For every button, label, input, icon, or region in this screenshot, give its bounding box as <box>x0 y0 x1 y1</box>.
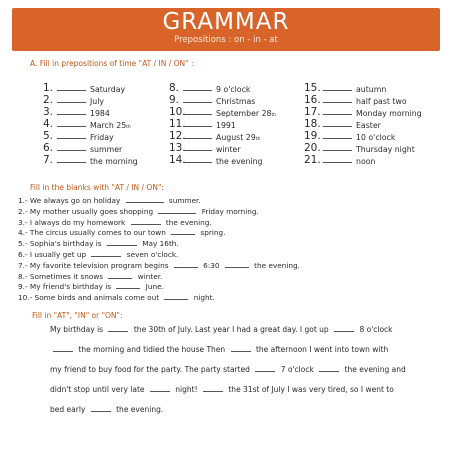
exercise-item <box>304 142 422 154</box>
sentence-line <box>18 250 300 261</box>
paragraph-text: the evening. <box>113 405 164 414</box>
answer-blank[interactable] <box>334 325 354 332</box>
answer-blank[interactable] <box>126 196 164 203</box>
answer-blank[interactable] <box>150 385 170 392</box>
exercise-item <box>43 94 138 106</box>
answer-blank[interactable] <box>53 345 73 352</box>
item-text: half past two <box>356 97 407 106</box>
answer-blank[interactable] <box>323 89 352 91</box>
answer-blank[interactable] <box>91 250 121 257</box>
exercise-item <box>169 94 276 106</box>
item-number: 20. <box>304 142 321 154</box>
answer-blank[interactable] <box>164 293 188 300</box>
answer-blank[interactable] <box>203 385 223 392</box>
item-number: 16. <box>304 94 321 106</box>
exercise-item <box>304 82 422 94</box>
item-number: 15. <box>304 82 321 94</box>
header-banner <box>12 8 440 51</box>
sentence-start: 8.- Sometimes it snows <box>18 271 106 281</box>
item-text: 9 o'clock <box>216 85 251 94</box>
sentence-start: 3.- I always do my homework <box>18 217 128 227</box>
paragraph-text: 7 o'clock <box>278 365 317 374</box>
paragraph-text: 8 o'clock <box>357 325 393 334</box>
item-number: 19. <box>304 130 321 142</box>
item-number: 14. <box>169 154 186 166</box>
paragraph-text: My birthday is <box>50 325 106 334</box>
ordinal-suffix: th <box>271 113 277 118</box>
paragraph-text: night! <box>172 385 200 394</box>
sentence-line <box>18 207 300 218</box>
item-number: 18. <box>304 118 321 130</box>
answer-blank[interactable] <box>183 161 212 163</box>
sentence-end: May 16th. <box>139 239 179 249</box>
item-text: September 28 <box>216 109 272 118</box>
sentence-end: the evening. <box>163 217 212 227</box>
sentence-start: 9.- My friend's birthday is <box>18 282 114 292</box>
paragraph-text: didn't stop until very late <box>50 385 147 394</box>
exercise-item <box>304 106 422 118</box>
section-b-title: Fill in the blanks with "AT / IN / ON": <box>30 183 164 192</box>
answer-blank[interactable] <box>255 365 275 372</box>
item-text: 1984 <box>90 109 110 118</box>
exercise-item <box>304 118 422 130</box>
sentence-line <box>18 218 300 229</box>
paragraph-text: the evening and <box>342 365 406 374</box>
exercise-item <box>169 106 276 118</box>
answer-blank[interactable] <box>183 89 212 91</box>
sentence-end: night. <box>191 293 215 303</box>
item-number: 10. <box>169 106 186 118</box>
page-subtitle: Prepositions : on - in - at <box>174 35 278 45</box>
paragraph-text: the afternoon I went into town with <box>253 345 389 354</box>
sentence-start: 2.- My mother usually goes shopping <box>18 206 156 216</box>
exercise-item <box>43 142 138 154</box>
item-number: 21. <box>304 154 321 166</box>
paragraph-text: the 31st of July I was very tired, so I went to <box>225 385 394 394</box>
answer-blank[interactable] <box>57 89 86 91</box>
answer-blank[interactable] <box>323 149 352 151</box>
item-number: 5. <box>43 130 54 142</box>
item-number: 2. <box>43 94 54 106</box>
exercise-item <box>43 106 138 118</box>
item-text: Monday morning <box>356 109 422 118</box>
item-text: Saturday <box>90 85 126 94</box>
exercise-b-list <box>18 196 300 304</box>
answer-blank[interactable] <box>231 345 251 352</box>
exercise-a-column-1 <box>43 82 138 166</box>
item-text: 1991 <box>216 121 236 130</box>
item-text: the morning <box>90 157 138 166</box>
sentence-line <box>18 282 300 293</box>
item-text: 10 o'clock <box>356 133 396 142</box>
answer-blank[interactable] <box>183 137 212 139</box>
exercise-c-paragraph <box>50 323 445 423</box>
item-text: March 25 <box>90 121 127 130</box>
answer-blank[interactable] <box>183 101 212 103</box>
exercise-item <box>169 130 276 142</box>
sentence-end: Friday morning. <box>199 206 259 216</box>
item-text: summer <box>90 145 123 154</box>
exercise-item <box>169 82 276 94</box>
exercise-item <box>304 130 422 142</box>
sentence-start: 1.- We always go on holiday <box>18 196 123 205</box>
sentence-line <box>18 239 300 250</box>
exercise-item <box>169 154 276 166</box>
item-text: Friday <box>90 133 114 142</box>
answer-blank[interactable] <box>319 365 339 372</box>
exercise-item <box>304 94 422 106</box>
paragraph-line <box>50 383 445 403</box>
paragraph-line <box>50 403 445 423</box>
exercise-item <box>304 154 422 166</box>
item-text: Easter <box>356 121 381 130</box>
answer-blank[interactable] <box>183 125 212 127</box>
sentence-line <box>18 196 300 207</box>
item-number: 7. <box>43 154 54 166</box>
answer-blank[interactable] <box>323 101 352 103</box>
sentence-line <box>18 293 300 304</box>
exercise-a-column-3 <box>304 82 422 166</box>
item-text: July <box>90 97 105 106</box>
paragraph-line <box>50 343 445 363</box>
sentence-start: 5.- Sophia's birthday is <box>18 239 104 249</box>
answer-blank[interactable] <box>183 113 212 115</box>
paragraph-text: the 30th of July. Last year I had a great day. I got up <box>131 325 332 334</box>
sentence-line <box>18 272 300 283</box>
sentence-end: the evening. <box>251 260 300 270</box>
exercise-item <box>43 118 138 130</box>
answer-blank[interactable] <box>225 261 249 268</box>
item-number: 1. <box>43 82 54 94</box>
sentence-line <box>18 228 300 239</box>
item-number: 8. <box>169 82 180 94</box>
item-text: autumn <box>356 85 387 94</box>
answer-blank[interactable] <box>174 261 198 268</box>
exercise-item <box>43 130 138 142</box>
answer-blank[interactable] <box>57 161 86 163</box>
section-c-title: Fill in "AT", "IN" or "ON": <box>32 311 123 320</box>
exercise-item <box>169 142 276 154</box>
answer-blank[interactable] <box>107 239 137 246</box>
item-number: 13. <box>169 142 186 154</box>
answer-blank[interactable] <box>323 125 352 127</box>
item-text: noon <box>356 157 376 166</box>
sentence-start: 6.- I usually get up <box>18 249 89 259</box>
exercise-item <box>43 82 138 94</box>
answer-blank[interactable] <box>57 101 86 103</box>
item-number: 17. <box>304 106 321 118</box>
sentence-start: 7.- My favorite television program begins <box>18 260 171 270</box>
answer-blank[interactable] <box>183 149 212 151</box>
item-text: Thursday night <box>356 145 415 154</box>
paragraph-text: the morning and tidied the house Then <box>76 345 228 354</box>
answer-blank[interactable] <box>57 149 86 151</box>
answer-blank[interactable] <box>171 228 195 235</box>
sentence-end: summer. <box>166 196 201 205</box>
sentence-end: winter. <box>135 271 163 281</box>
sentence-end: spring. <box>198 228 226 238</box>
answer-blank[interactable] <box>158 207 196 214</box>
answer-blank[interactable] <box>57 125 86 127</box>
answer-blank[interactable] <box>323 113 352 115</box>
paragraph-text: bed early <box>50 405 88 414</box>
answer-blank[interactable] <box>116 282 140 289</box>
sentence-end: June. <box>143 282 164 292</box>
exercise-item <box>169 118 276 130</box>
sentence-line <box>18 261 300 272</box>
item-number: 6. <box>43 142 54 154</box>
item-number: 12. <box>169 130 186 142</box>
answer-blank[interactable] <box>57 137 86 139</box>
answer-blank[interactable] <box>91 405 111 412</box>
item-text: August 29 <box>216 133 256 142</box>
item-number: 4. <box>43 118 54 130</box>
answer-blank[interactable] <box>108 325 128 332</box>
page-title: GRAMMAR <box>162 9 290 35</box>
answer-blank[interactable] <box>108 272 132 279</box>
sentence-end: seven o'clock. <box>124 249 179 259</box>
exercise-a-column-2 <box>169 82 276 166</box>
item-text: winter <box>216 145 241 154</box>
section-a-title: A. Fill in prepositions of time "AT / IN / ON" : <box>30 59 194 68</box>
paragraph-line <box>50 363 445 383</box>
item-text: Christmas <box>216 97 256 106</box>
sentence-start: 4.- The circus usually comes to our town <box>18 228 169 238</box>
sentence-end: 6:30 <box>200 260 222 270</box>
ordinal-suffix: th <box>255 137 261 142</box>
answer-blank[interactable] <box>323 137 352 139</box>
answer-blank[interactable] <box>323 161 352 163</box>
item-number: 11. <box>169 118 186 130</box>
sentence-start: 10.- Some birds and animals come out <box>18 293 162 303</box>
answer-blank[interactable] <box>57 113 86 115</box>
answer-blank[interactable] <box>131 218 161 225</box>
exercise-item <box>43 154 138 166</box>
item-number: 9. <box>169 94 180 106</box>
paragraph-text: my friend to buy food for the party. The party started <box>50 365 253 374</box>
item-text: the evening <box>216 157 263 166</box>
item-number: 3. <box>43 106 54 118</box>
paragraph-line <box>50 323 445 343</box>
ordinal-suffix: th <box>126 125 131 130</box>
